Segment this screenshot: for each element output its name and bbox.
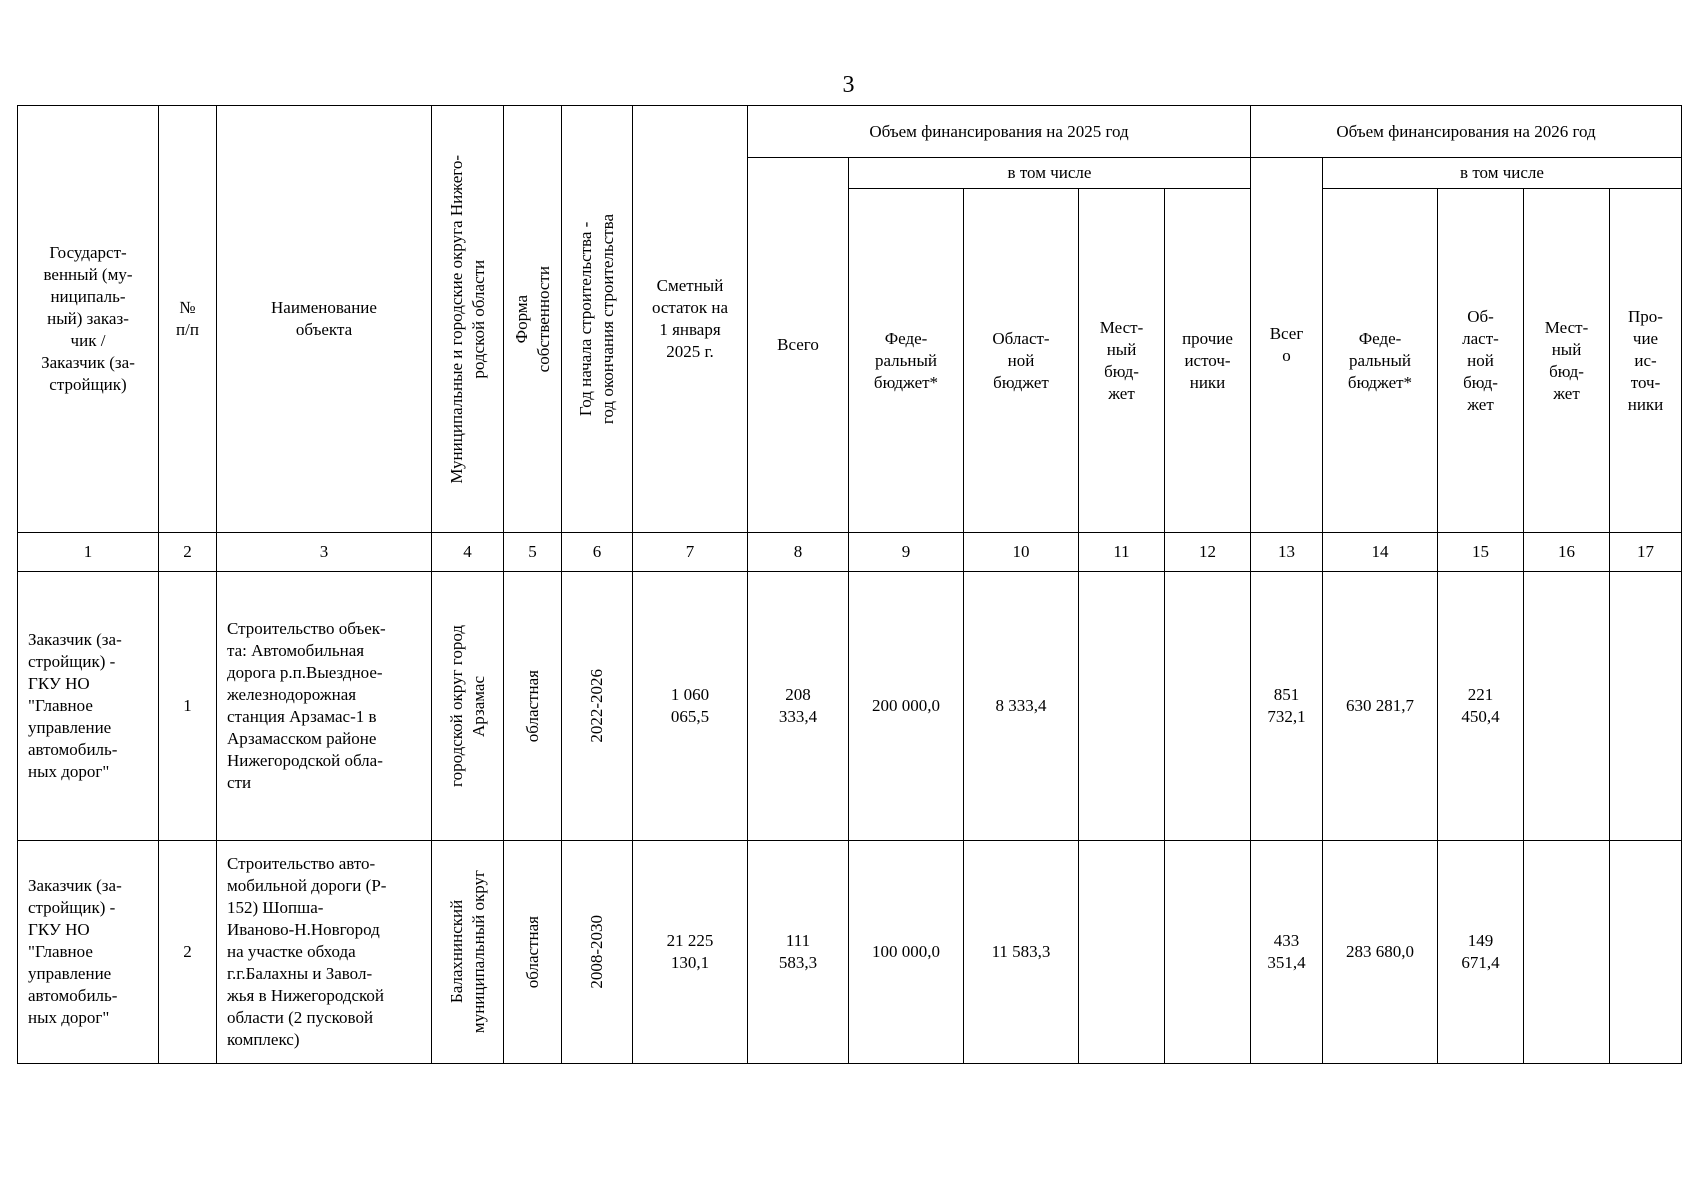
column-number: 8 — [748, 533, 849, 572]
header-total-2025: Всего — [748, 158, 849, 533]
table-row — [18, 572, 1682, 841]
page-number: 3 — [842, 72, 855, 98]
header-local-2026: Мест- ный бюд- жет — [1524, 189, 1610, 533]
cell-years: 2008-2030 — [562, 841, 633, 1064]
cell-customer: Заказчик (за- стройщик) - ГКУ НО "Главное управление автомобиль- ных дорог" — [18, 572, 159, 841]
cell-total-2025: 111 583,3 — [748, 841, 849, 1064]
cell-object-name: Строительство авто- мобильной дороги (Р- 152) Шопша- Иваново-Н.Новгород на участке обхода г.г.Балахны и Завол- жья в Нижегородской области (2 пусковой комплекс) — [217, 841, 432, 1064]
cell-years: 2022-2026 — [562, 572, 633, 841]
cell-estimate: 1 060 065,5 — [633, 572, 748, 841]
cell-municipality: городской округ город Арзамас — [432, 572, 504, 841]
column-number: 12 — [1165, 533, 1251, 572]
column-number: 6 — [562, 533, 633, 572]
cell-other-2025 — [1165, 841, 1251, 1064]
cell-federal-2025: 100 000,0 — [849, 841, 964, 1064]
header-estimate: Сметный остаток на 1 января 2025 г. — [633, 106, 748, 533]
cell-customer: Заказчик (за- стройщик) - ГКУ НО "Главное управление автомобиль- ных дорог" — [18, 841, 159, 1064]
cell-local-2026 — [1524, 841, 1610, 1064]
cell-regional-2026: 149 671,4 — [1438, 841, 1524, 1064]
cell-federal-2025: 200 000,0 — [849, 572, 964, 841]
column-number: 14 — [1323, 533, 1438, 572]
header-federal-2025: Феде- ральный бюджет* — [849, 189, 964, 533]
column-number: 1 — [18, 533, 159, 572]
header-including-2026: в том числе — [1323, 158, 1682, 189]
cell-other-2026 — [1610, 841, 1682, 1064]
column-number: 9 — [849, 533, 964, 572]
header-municipality: Муниципальные и городские округа Нижего- родской области — [432, 106, 504, 533]
cell-local-2025 — [1079, 572, 1165, 841]
financing-table — [17, 105, 1682, 1064]
cell-regional-2025: 8 333,4 — [964, 572, 1079, 841]
cell-total-2026: 433 351,4 — [1251, 841, 1323, 1064]
cell-total-2026: 851 732,1 — [1251, 572, 1323, 841]
header-other-2025: прочие источ- ники — [1165, 189, 1251, 533]
column-number: 2 — [159, 533, 217, 572]
column-number: 3 — [217, 533, 432, 572]
header-ownership: Форма собственности — [504, 106, 562, 533]
cell-regional-2025: 11 583,3 — [964, 841, 1079, 1064]
cell-local-2025 — [1079, 841, 1165, 1064]
cell-municipality: Балахнинский муниципальный округ — [432, 841, 504, 1064]
header-years: Год начала строительства - год окончания строительства — [562, 106, 633, 533]
header-other-2026: Про- чие ис- точ- ники — [1610, 189, 1682, 533]
cell-ownership: областная — [504, 572, 562, 841]
cell-ownership: областная — [504, 841, 562, 1064]
column-number: 7 — [633, 533, 748, 572]
cell-number: 1 — [159, 572, 217, 841]
header-including-2025: в том числе — [849, 158, 1251, 189]
cell-local-2026 — [1524, 572, 1610, 841]
header-group-2026: Объем финансирования на 2026 год — [1251, 106, 1682, 158]
column-number: 15 — [1438, 533, 1524, 572]
column-number: 16 — [1524, 533, 1610, 572]
header-group-2025: Объем финансирования на 2025 год — [748, 106, 1251, 158]
header-customer: Государст- венный (му- ниципаль- ный) заказ- чик / Заказчик (за- стройщик) — [18, 106, 159, 533]
cell-estimate: 21 225 130,1 — [633, 841, 748, 1064]
cell-total-2025: 208 333,4 — [748, 572, 849, 841]
header-total-2026: Всег о — [1251, 158, 1323, 533]
table-row — [18, 841, 1682, 1064]
column-number: 4 — [432, 533, 504, 572]
cell-object-name: Строительство объек- та: Автомобильная дорога р.п.Выездное- железнодорожная станция Арзамас-1 в Арзамасском районе Нижегородской обла- сти — [217, 572, 432, 841]
header-local-2025: Мест- ный бюд- жет — [1079, 189, 1165, 533]
header-object-name: Наименование объекта — [217, 106, 432, 533]
header-federal-2026: Феде- ральный бюджет* — [1323, 189, 1438, 533]
column-numbers-row — [18, 533, 1682, 572]
column-number: 13 — [1251, 533, 1323, 572]
header-number: № п/п — [159, 106, 217, 533]
column-number: 17 — [1610, 533, 1682, 572]
header-regional-2026: Об- ласт- ной бюд- жет — [1438, 189, 1524, 533]
column-number: 10 — [964, 533, 1079, 572]
cell-regional-2026: 221 450,4 — [1438, 572, 1524, 841]
column-number: 5 — [504, 533, 562, 572]
cell-other-2025 — [1165, 572, 1251, 841]
header-regional-2025: Област- ной бюджет — [964, 189, 1079, 533]
cell-federal-2026: 630 281,7 — [1323, 572, 1438, 841]
cell-federal-2026: 283 680,0 — [1323, 841, 1438, 1064]
cell-other-2026 — [1610, 572, 1682, 841]
column-number: 11 — [1079, 533, 1165, 572]
cell-number: 2 — [159, 841, 217, 1064]
